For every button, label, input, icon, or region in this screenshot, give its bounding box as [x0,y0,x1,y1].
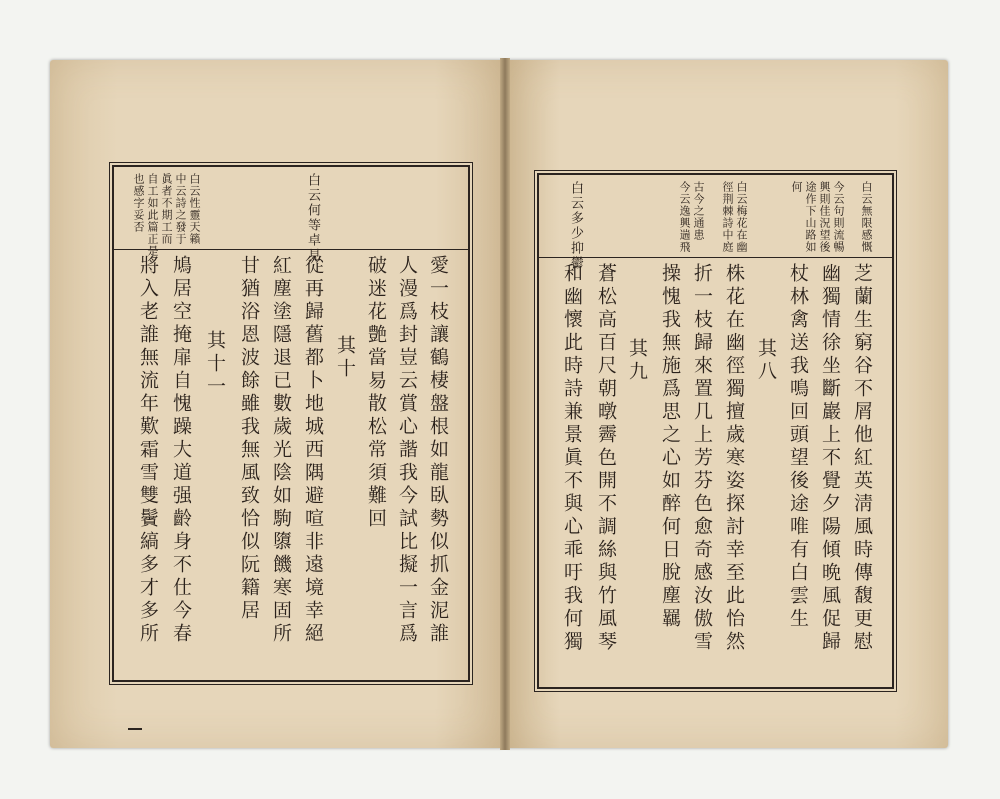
right-note-col: 白云無限感慨 [860,181,873,253]
left-text-col: 人漫爲封豈云賞心諧我今試比擬一言爲 [396,255,418,646]
left-section-heading: 其十一 [204,330,226,399]
book-gutter [500,58,510,750]
right-text-col: 芝蘭生窮谷不屑他紅英淸風時傳馥更慰 [851,263,873,654]
right-note-col: 今云句則流暢 [832,181,845,253]
left-note-col: 也感字妥否 [132,173,145,233]
right-text-col: 杖林禽送我鳴回頭望後途唯有白雲生 [787,263,809,631]
page-folio [128,728,142,730]
left-section-heading: 其十 [334,335,356,381]
right-note-col: 途作下山路如 [804,181,817,253]
left-mid-note: 白云何等卓見 [305,173,320,263]
note-divider [539,257,892,258]
right-note-col: 今云逸興遄飛 [678,181,691,253]
left-text-col: 愛一枝讓鶴棲盤根如龍臥勢似抓金泥誰 [427,255,449,646]
right-text-col: 操愧我無施爲思之心如醉何日脫塵羈 [659,263,681,631]
left-text-col: 鳩居空掩扉自愧躁大道强齡身不仕今春 [170,255,192,646]
right-note-col: 興則佳況望後 [818,181,831,253]
right-section-heading: 其八 [755,338,777,384]
right-section-heading: 其九 [626,338,648,384]
right-text-col: 株花在幽徑獨擅歲寒姿探討幸至此怡然 [723,263,745,654]
left-text-col: 破迷花艶當易散松常須難回 [365,255,387,531]
left-note-col: 眞者不期工而 [160,173,173,245]
right-note-col: 白云多少抑鬱 [568,181,583,271]
right-text-col: 和幽懷此時詩兼景眞不與心乖吁我何獨 [561,263,583,654]
right-note-col: 何 [790,181,803,193]
note-divider [114,249,468,250]
left-note-col: 白云性靈天籟 [188,173,201,245]
right-text-col: 折一枝歸來置几上芳芬色愈奇感汝傲雪 [691,263,713,654]
right-text-col: 蒼松高百尺朝暾霽色開不調絲與竹風琴 [595,263,617,654]
left-text-col: 從再歸舊都卜地城西隅避喧非遠境幸絕 [302,255,324,646]
right-note-col: 徑荆棘詩中庭 [721,181,734,253]
left-text-col: 將入老誰無流年歎霜雪雙鬢縞多才多所 [137,255,159,646]
right-text-col: 幽獨情徐坐斷巖上不覺夕陽傾晩風促歸 [819,263,841,654]
left-note-col: 中云詩之發于 [174,173,187,245]
right-note-col: 古今之通患 [692,181,705,241]
left-text-col: 甘猶浴恩波餘雖我無風致恰似阮籍居 [238,255,260,623]
right-note-col: 白云梅花在幽 [735,181,748,253]
left-note-col: 自工如此篇正是 [146,173,159,257]
left-text-col: 紅塵塗隱退已數歲光陰如駒隳饑寒固所 [270,255,292,646]
